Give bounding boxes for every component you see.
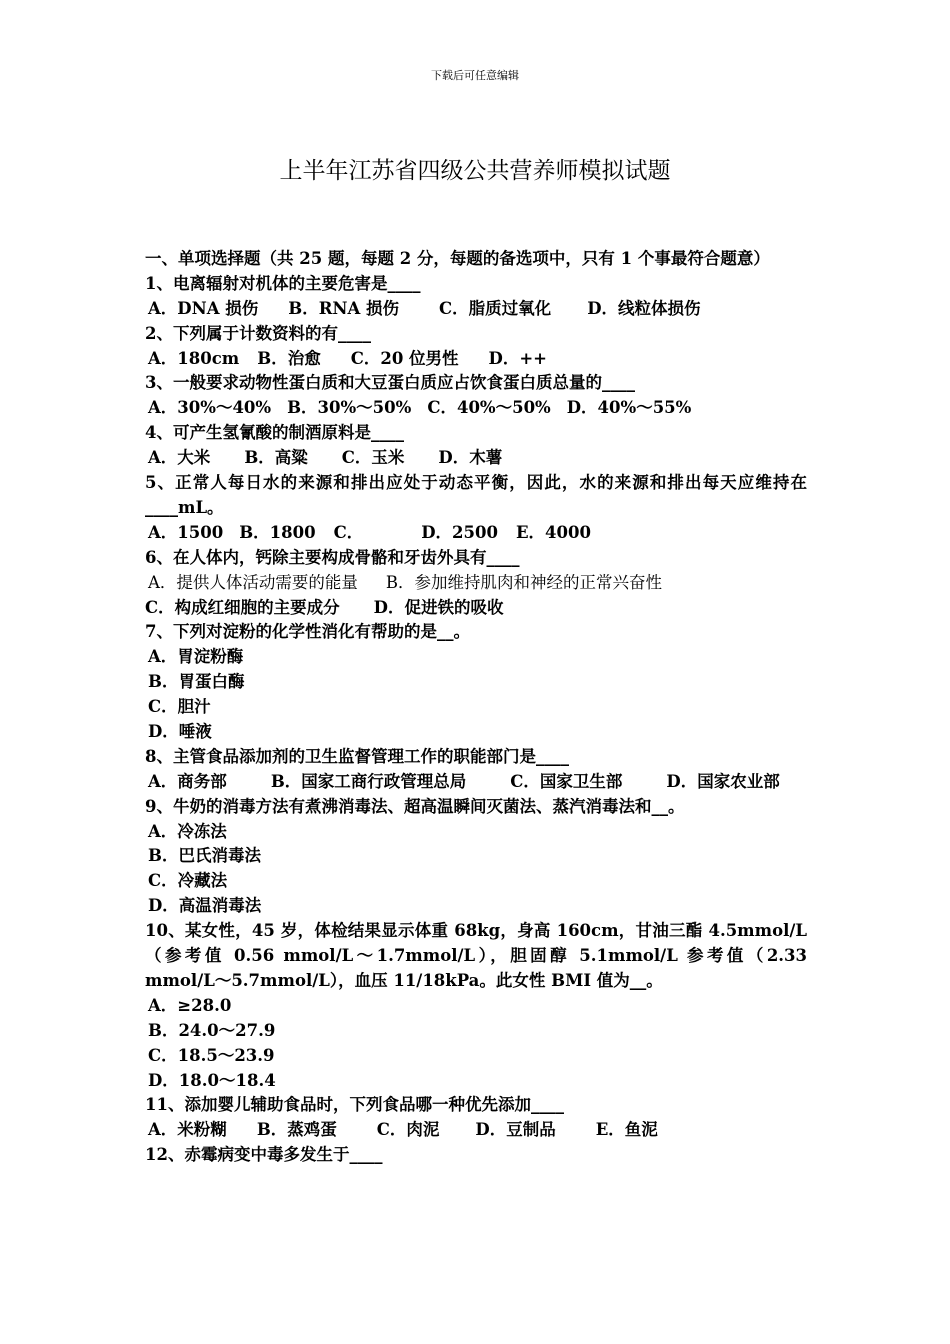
question-stem: 12、赤霉病变中毒多发生于____ bbox=[145, 1145, 383, 1165]
option: D．豆制品 bbox=[475, 1120, 556, 1140]
option: D．高温消毒法 bbox=[148, 896, 262, 916]
option-row bbox=[145, 396, 807, 421]
question-stem: 4、可产生氢氰酸的制酒原料是____ bbox=[145, 423, 404, 443]
question-stem: 5、正常人每日水的来源和排出应处于动态平衡，因此，水的来源和排出每天应维持在____mL。 bbox=[145, 473, 807, 517]
option: B．30%～50% bbox=[287, 398, 412, 418]
question-stem: 9、牛奶的消毒方法有煮沸消毒法、超高温瞬间灭菌法、蒸汽消毒法和__。 bbox=[145, 796, 685, 816]
option-row bbox=[145, 596, 807, 621]
option-row bbox=[145, 347, 807, 372]
option: A．≥28.0 bbox=[148, 995, 232, 1015]
header-note: 下载后可任意编辑 bbox=[431, 69, 519, 82]
option: A．180cm bbox=[148, 348, 240, 368]
option: D．2500 bbox=[421, 522, 498, 542]
option: D．促进铁的吸收 bbox=[373, 597, 504, 617]
option: C．脂质过氧化 bbox=[439, 298, 552, 318]
question-stem: 11、添加婴儿辅助食品时，下列食品哪一种优先添加____ bbox=[145, 1095, 564, 1115]
option: A．米粉糊 bbox=[148, 1120, 227, 1140]
option: B．24.0～27.9 bbox=[148, 1020, 276, 1040]
option-row bbox=[145, 571, 807, 596]
question-stem: 3、一般要求动物性蛋白质和大豆蛋白质应占饮食蛋白质总量的____ bbox=[145, 373, 635, 393]
option: B．胃蛋白酶 bbox=[148, 672, 245, 692]
option-row bbox=[145, 297, 807, 322]
option: C．18.5～23.9 bbox=[148, 1045, 275, 1065]
option: C．40%～50% bbox=[427, 398, 551, 418]
option-row bbox=[145, 770, 807, 795]
option: C．构成红细胞的主要成分 bbox=[145, 597, 340, 617]
option: E．鱼泥 bbox=[595, 1120, 658, 1140]
option: C．冷藏法 bbox=[148, 871, 228, 891]
option: B．RNA 损伤 bbox=[288, 298, 400, 318]
option: D．国家农业部 bbox=[666, 771, 780, 791]
option-row bbox=[145, 446, 807, 471]
option: D．木薯 bbox=[438, 448, 503, 468]
section-heading: 一、单项选择题（共 25 题，每题 2 分，每题的备选项中，只有 1 个事最符合题意） bbox=[145, 249, 770, 268]
option: B．高粱 bbox=[244, 448, 308, 468]
option: D．++ bbox=[488, 348, 548, 368]
document-title: 上半年江苏省四级公共营养师模拟试题 bbox=[279, 158, 671, 184]
option-row bbox=[145, 521, 807, 546]
question-stem: 6、在人体内，钙除主要构成骨骼和牙齿外具有____ bbox=[145, 547, 520, 567]
option: B．蒸鸡蛋 bbox=[256, 1120, 337, 1140]
option: C．国家卫生部 bbox=[510, 771, 623, 791]
option: C． bbox=[333, 522, 364, 542]
option: A．大米 bbox=[148, 448, 211, 468]
option-row bbox=[145, 1118, 807, 1143]
question-stem: 1、电离辐射对机体的主要危害是____ bbox=[145, 273, 421, 293]
option: C．胆汁 bbox=[148, 697, 211, 717]
question-stem: 7、下列对淀粉的化学性消化有帮助的是__。 bbox=[145, 622, 470, 642]
option: A．DNA 损伤 bbox=[148, 298, 259, 318]
option: E．4000 bbox=[515, 522, 591, 542]
question-stem: 10、某女性，45 岁，体检结果显示体重 68kg，身高 160cm，甘油三酯 4.5mmol/L（参考值 0.56 mmol/L～1.7mmol/L），胆固醇 5.1mmol/L 参考值（2.33 mmol/L～5.7mmol/L），血压 11/18kPa。此女性 BMI 值为__。 bbox=[145, 921, 807, 990]
option: C．肉泥 bbox=[376, 1120, 440, 1140]
option: D．18.0～18.4 bbox=[148, 1070, 276, 1090]
option: A．商务部 bbox=[148, 771, 227, 791]
question-list bbox=[145, 247, 807, 1168]
option: B．1800 bbox=[239, 522, 316, 542]
option: B．巴氏消毒法 bbox=[148, 846, 261, 866]
option: C．玉米 bbox=[341, 448, 405, 468]
option: A．冷冻法 bbox=[148, 821, 227, 841]
question-stem: 2、下列属于计数资料的有____ bbox=[145, 323, 371, 343]
question-stem: 8、主管食品添加剂的卫生监督管理工作的职能部门是____ bbox=[145, 746, 569, 766]
option: C．20 位男性 bbox=[350, 348, 459, 368]
option: B．治愈 bbox=[257, 348, 321, 368]
option: D．唾液 bbox=[148, 721, 212, 741]
option: A．提供人体活动需要的能量 bbox=[148, 572, 358, 592]
option: D．线粒体损伤 bbox=[587, 298, 701, 318]
option: A．30%～40% bbox=[148, 398, 272, 418]
option: A．胃淀粉酶 bbox=[148, 647, 244, 667]
option: B．国家工商行政管理总局 bbox=[270, 771, 467, 791]
option: A．1500 bbox=[148, 522, 224, 542]
option: D．40%～55% bbox=[566, 398, 692, 418]
option: B．参加维持肌肉和神经的正常兴奋性 bbox=[385, 572, 663, 592]
